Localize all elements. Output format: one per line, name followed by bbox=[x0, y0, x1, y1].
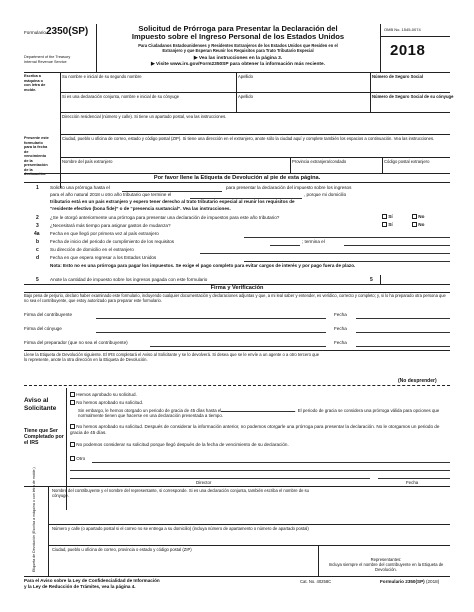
line-4a-number: 4a bbox=[34, 231, 40, 237]
line-1-text-e: tributario está en un país extranjero y espero tener derecho al trato tributario especial al reunir los requisitos de bbox=[50, 199, 295, 204]
grace-period-text: Sin embargo, le hemos otorgado un periodo de gracia de 45 días hasta el . El periodo de gracia se considera una prórroga válida para opciones que normalmente tienen que hacerse en una declaración presentada a tiempo. bbox=[78, 408, 440, 419]
line-2-yes[interactable]: Sí bbox=[382, 214, 393, 220]
line-4d-text: Fecha en que espera regresar a los Estados Unidos bbox=[50, 255, 157, 260]
arrival-date-field[interactable] bbox=[244, 237, 450, 238]
spouse-date-label: Fecha bbox=[334, 326, 347, 331]
return-address-label: Número y calle (o apartado postal si el correo no se entrega a su domicilio) (incluya número de apartamento o número de apartado postal) bbox=[52, 526, 309, 531]
line-1-text-d: , porque mi domicilio bbox=[304, 192, 347, 197]
line-2-no[interactable]: No bbox=[412, 214, 424, 220]
payment-note: Nota: Esto no es una prórroga para pagar los impuestos. Se exige el pago completo para evitar cargos de interés y por pago fuera de plazo. bbox=[50, 263, 356, 268]
return-city-label: Ciudad, pueblo u oficina de correo, provincia o estado y código postal (ZIP) bbox=[52, 547, 192, 552]
representatives-note: Representantes: Incluya siempre el nombre del contribuyente en la Etiqueta de Devolución. bbox=[328, 557, 444, 573]
name-label: Su nombre e inicial de su segundo nombre bbox=[62, 74, 142, 79]
irs-complete-note: Tiene que Ser Completado por el IRS bbox=[24, 428, 64, 447]
city-field[interactable] bbox=[62, 146, 450, 156]
period-end-field[interactable] bbox=[344, 245, 450, 246]
line-3-yes[interactable]: Sí bbox=[382, 222, 393, 228]
preparer-signature-label: Firma del preparador (que no sea el contribuyente) bbox=[24, 340, 128, 345]
surname-field[interactable] bbox=[238, 80, 368, 92]
perjury-statement: Bajo pena de perjurio, declaro haber examinado este formulario, incluyendo cualquier documentación y declaraciones adjuntas y que, a mi leal saber y entender, es verídico, correcto y completo; y, si lo ha preparado otra persona que no sea el contribuyente, que estoy autorizado para preparar este formulario. bbox=[24, 293, 446, 303]
line-4b-end-text: ; termina el bbox=[302, 239, 325, 244]
address-label: Dirección residencial (número y calle). Si tiene un apartado postal, vea las instrucciones. bbox=[62, 114, 227, 119]
ssn-field[interactable] bbox=[372, 80, 450, 92]
preparer-date-field[interactable] bbox=[356, 346, 450, 347]
option-other[interactable]: Otro bbox=[70, 456, 85, 462]
spouse-name-label: Si es una declaración conjunta, nombre e inicial de su cónyuge bbox=[62, 94, 180, 99]
spouse-signature-label: Firma del cónyuge bbox=[24, 326, 62, 331]
line-1-number: 1 bbox=[36, 185, 39, 191]
option-approved[interactable]: Hemos aprobado su solicitud. bbox=[70, 392, 137, 398]
taxpayer-signature-label: Firma del contribuyente bbox=[24, 312, 73, 317]
signature-section-title: Firma y Verificación bbox=[210, 285, 264, 291]
postal-field[interactable] bbox=[384, 164, 450, 173]
form-subtitle: Para Ciudadanos Estadounidenses y Residentes Extranjeros de los Estados Unidos que Residen en el Extranjero y que Esperan Reunir los Requisitos para Trato Tributario Especial bbox=[138, 43, 338, 53]
department: Department of the Treasury Internal Revenue Service bbox=[24, 55, 71, 64]
option-late[interactable]: No podemos considerar su solicitud porque llegó después de la fecha de vencimiento de su declaración. bbox=[70, 442, 450, 448]
filing-note: Presente este formulario para la fecha de vencimiento de la presentación de la declaración. bbox=[24, 136, 49, 177]
form-label: Formulario bbox=[24, 30, 46, 35]
spouse-surname-label: Apellido bbox=[238, 94, 253, 99]
name-field[interactable] bbox=[62, 80, 234, 92]
spouse-signature-field[interactable] bbox=[96, 332, 326, 333]
line-3-no[interactable]: No bbox=[412, 222, 424, 228]
footer-form-id: Formulario 2350(SP) (2018) bbox=[380, 579, 440, 584]
line-2-number: 2 bbox=[36, 215, 39, 221]
taxpayer-date-field[interactable] bbox=[356, 318, 450, 319]
return-address-field[interactable] bbox=[52, 532, 448, 542]
spouse-name-field[interactable] bbox=[62, 100, 234, 112]
tax-paid-amount-field[interactable] bbox=[380, 275, 450, 284]
preparer-signature-field[interactable] bbox=[150, 346, 326, 347]
line-4d-number: d bbox=[36, 255, 40, 261]
notice-title: Aviso al Solicitante bbox=[24, 397, 57, 412]
director-signature-field[interactable] bbox=[70, 478, 370, 479]
line-5-box-number: 5 bbox=[370, 277, 373, 283]
form-title: Solicitud de Prórroga para Presentar la Declaración del Impuesto sobre el Ingreso Personal de los Estados Unidos bbox=[131, 24, 345, 42]
other-field-line2[interactable] bbox=[70, 470, 450, 471]
spouse-date-field[interactable] bbox=[356, 332, 450, 333]
return-name-label: Nombre del contribuyente y el nombre del representante, si corresponde. Si es una declaración conjunta, también escriba el nombre de su cónyuge. bbox=[52, 488, 309, 499]
province-label: Provincia extranjera/condado bbox=[292, 159, 347, 164]
option-denied[interactable]: No hemos aprobado su solicitud. Después de considerar la información anterior, no podemos otorgarle una prórroga para presentar la declaración. No le otorgamos un periodo de gracia de 45 días. bbox=[70, 424, 440, 435]
no-detach-label: (No desprender) bbox=[398, 378, 437, 384]
province-field[interactable] bbox=[292, 164, 380, 173]
return-city-field[interactable] bbox=[52, 553, 316, 573]
form-instructions: ▶ Vea las instrucciones en la página 3. ▶ Visite www.irs.gov/Form2350SP para obtener la información más reciente. bbox=[151, 56, 325, 67]
postal-label: Código postal extranjero bbox=[384, 159, 430, 164]
type-or-print-note: Escriba a máquina o con letra de molde. bbox=[24, 74, 46, 92]
spouse-ssn-label: Número de Seguro Social de su cónyuge bbox=[372, 94, 454, 99]
return-name-field[interactable] bbox=[52, 498, 316, 524]
line-5-number: 5 bbox=[36, 277, 39, 283]
line-1-text-c: para el año natural 2018 u otro año tributario que termine el bbox=[50, 192, 172, 197]
spouse-surname-field[interactable] bbox=[238, 100, 368, 112]
line-1-text-b: para presentar la declaración del impuesto sobre los ingresos bbox=[226, 185, 352, 190]
return-label-banner: Por favor llene la Etiqueta de Devolución al pie de esta página. bbox=[153, 175, 321, 181]
form-number: 2350(SP) bbox=[46, 26, 89, 37]
tax-year: 2018 bbox=[390, 42, 426, 59]
catalog-number: Cat. No. 40258C bbox=[300, 579, 332, 584]
director-date-field[interactable] bbox=[378, 478, 450, 479]
line-4c-text: Su dirección de domicilio en el extranjero bbox=[50, 247, 134, 252]
return-date-field[interactable] bbox=[244, 261, 450, 262]
surname-label: Apellido bbox=[238, 74, 253, 79]
foreign-domicile-field[interactable] bbox=[200, 253, 450, 254]
address-field[interactable] bbox=[62, 120, 450, 132]
line-1-text-f: “residente efectivo (bona fide)” o de “presencia sustancial”. Vea las instrucciones. bbox=[50, 206, 231, 211]
ssn-label: Número de Seguro Social bbox=[372, 74, 423, 79]
line-3-text: ¿Necesitará más tiempo para asignar gastos de mudanza? bbox=[50, 223, 171, 228]
line-1-text-a: Solicito una prórroga hasta el bbox=[50, 185, 110, 190]
line-4a-text: Fecha en que llegó por primera vez al país extranjero bbox=[50, 231, 159, 236]
director-date-label: Fecha bbox=[406, 480, 419, 485]
period-start-field[interactable] bbox=[270, 245, 300, 246]
preparer-date-label: Fecha bbox=[334, 340, 347, 345]
taxpayer-date-label: Fecha bbox=[334, 312, 347, 317]
line-4b-number: b bbox=[36, 239, 40, 245]
line-3-number: 3 bbox=[36, 223, 39, 229]
line-4b-text: Fecha de inicio del periodo de cumplimiento de los requisitos bbox=[50, 239, 175, 244]
director-label: Director bbox=[196, 480, 212, 485]
return-label-side: Etiqueta de Devolución (Escriba a máquina o con letra de molde.) bbox=[32, 467, 36, 572]
line-2-text: ¿Se le otorgó anteriormente una prórroga para presentar una declaración de impuestos para este año tributario? bbox=[50, 215, 280, 220]
option-denied-grace[interactable]: No hemos aprobado su solicitud. bbox=[70, 400, 143, 406]
privacy-notice: Para el Aviso sobre la Ley de Confidencialidad de Información y la Ley de Reducción de Trámites, vea la página 4. bbox=[24, 578, 160, 589]
country-label: Nombre del país extranjero bbox=[62, 159, 113, 164]
city-label: Ciudad, pueblo u oficina de correo, estado y código postal (ZIP). Si tiene una dirección en el extranjero, anote sólo la ciudad aquí y complete también los espacios a continuación. Vea las instrucciones. bbox=[62, 136, 435, 141]
line-4c-number: c bbox=[36, 247, 39, 253]
country-field[interactable] bbox=[62, 164, 288, 173]
spouse-ssn-field[interactable] bbox=[372, 100, 450, 112]
line-5-text: Anote la cantidad de impuesto sobre los ingresos pagada con este formulario bbox=[50, 277, 208, 282]
notice-instructions: Llene la Etiqueta de Devolución siguiente. El IRS completará el Aviso al Solicitante y se lo devolverá. Si desea que se le envíe a un agente o a otro tercero que lo represente, anote la otra dirección en la Etiqueta de Devolución. bbox=[24, 352, 320, 363]
taxpayer-signature-field[interactable] bbox=[96, 318, 326, 319]
other-field[interactable] bbox=[92, 462, 450, 463]
omb-number: OMB No. 1545-0074 bbox=[384, 27, 421, 32]
